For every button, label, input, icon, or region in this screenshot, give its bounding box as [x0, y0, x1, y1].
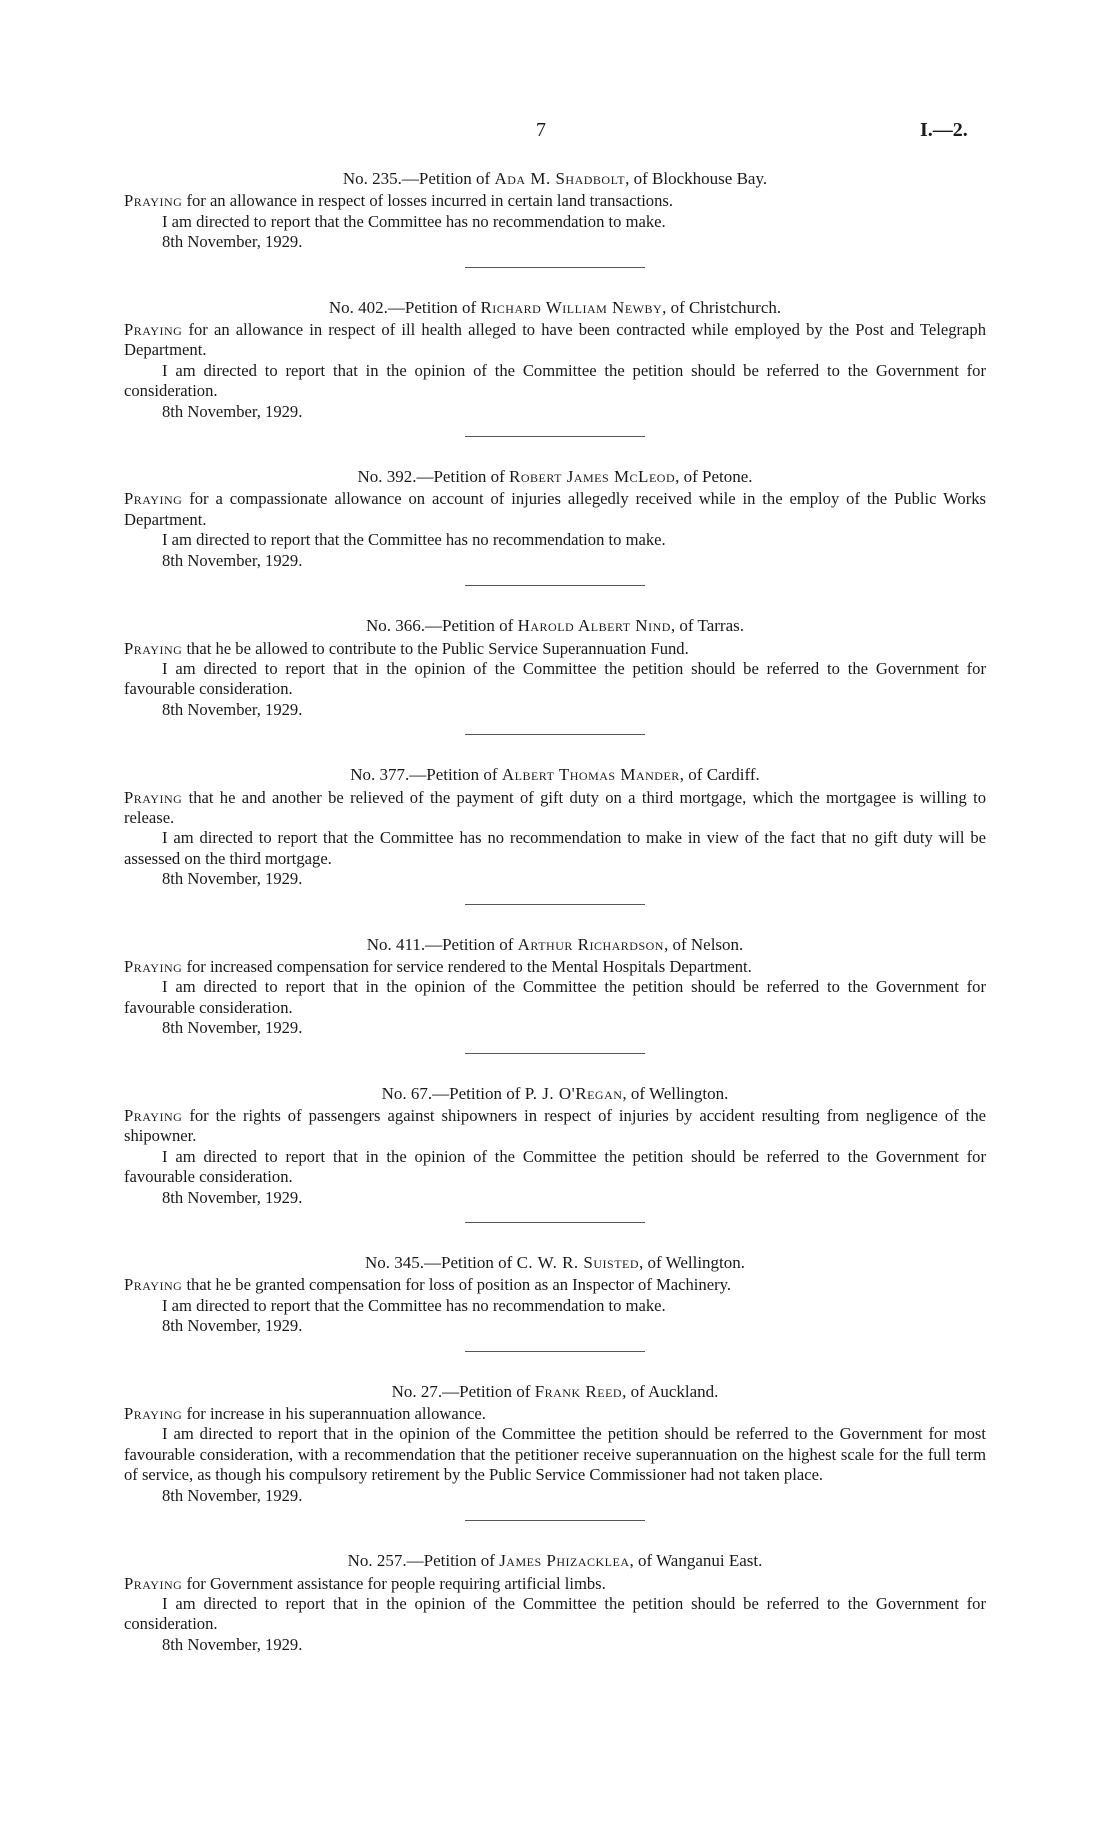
petition-prayer	[124, 320, 986, 361]
report-date: 8th November, 1929.	[162, 1316, 303, 1336]
section-divider	[465, 436, 645, 437]
petition-heading	[124, 765, 986, 785]
petition-heading	[124, 616, 986, 636]
petition-number: No. 377.—Petition of	[350, 765, 502, 785]
petitioner-name: P. J. O'Regan	[524, 1083, 623, 1103]
petition-prayer	[124, 788, 986, 829]
petition-number: No. 402.—Petition of	[328, 297, 481, 317]
petition-prayer	[124, 639, 986, 659]
committee-report: I am directed to report that the Committee has no recommendation to make in view of the fact that no gift duty will be assessed on the third mortgage.	[124, 828, 986, 868]
petition-number: No. 257.—Petition of	[347, 1551, 500, 1571]
committee-report: I am directed to report that the Committee has no recommendation to make.	[162, 1295, 666, 1315]
petition-entry	[124, 1253, 986, 1352]
petition-number: No. 366.—Petition of	[365, 616, 518, 636]
committee-report: I am directed to report that in the opinion of the Committee the petition should be referred to the Government for favourable consideration.	[124, 658, 986, 699]
petitioner-name: James Phizacklea	[499, 1551, 630, 1571]
petition-entry	[124, 467, 986, 586]
petition-number: No. 67.—Petition of	[381, 1083, 525, 1103]
prayer-text: that he and another be relieved of the payment of gift duty on a third mortgage, which the mortgagee is willing to release.	[124, 787, 986, 827]
petition-heading	[124, 1382, 986, 1402]
section-divider	[465, 1520, 645, 1521]
prayer-text: for an allowance in respect of ill health alleged to have been contracted while employed by the Post and Telegraph Department.	[124, 320, 986, 360]
petitioner-place: , of Wellington.	[639, 1253, 746, 1273]
petition-heading	[124, 169, 986, 189]
petition-heading	[124, 1253, 986, 1273]
section-divider	[465, 585, 645, 586]
praying-label: Praying	[124, 638, 183, 658]
petitioner-name: Frank Reed	[534, 1381, 623, 1401]
petitioner-place: , of Christchurch.	[662, 297, 782, 317]
prayer-text: for increased compensation for service rendered to the Mental Hospitals Department.	[182, 956, 752, 976]
report-date: 8th November, 1929.	[162, 550, 303, 570]
petition-number: No. 235.—Petition of	[342, 169, 495, 188]
praying-label: Praying	[124, 1275, 183, 1295]
section-divider	[465, 904, 645, 905]
committee-report: I am directed to report that in the opinion of the Committee the petition should be referred to the Government for consideration.	[124, 1593, 986, 1634]
petition-entry	[124, 616, 986, 735]
petitioner-name: Ada M. Shadbolt	[494, 169, 626, 188]
page-number: 7	[536, 119, 546, 141]
petition-heading	[124, 467, 986, 487]
prayer-text: for an allowance in respect of losses incurred in certain land transactions.	[182, 191, 674, 211]
petitioner-place: , of Cardiff.	[679, 765, 760, 785]
petitioner-place: , of Nelson.	[663, 934, 744, 954]
prayer-text: for increase in his superannuation allowance.	[182, 1404, 486, 1424]
petitioner-name: Richard William Newby	[480, 297, 663, 317]
prayer-text: that he be allowed to contribute to the Public Service Superannuation Fund.	[182, 638, 689, 658]
praying-label: Praying	[124, 956, 183, 976]
petitioner-name: Arthur Richardson	[517, 934, 664, 954]
petition-entry	[124, 1551, 986, 1655]
petition-prayer	[124, 191, 986, 211]
committee-report: I am directed to report that in the opinion of the Committee the petition should be referred to the Government for consideration.	[124, 360, 986, 401]
petition-entry	[124, 169, 986, 268]
petition-number: No. 392.—Petition of	[357, 467, 510, 487]
report-date: 8th November, 1929.	[162, 869, 303, 889]
petition-heading	[124, 1551, 986, 1571]
petition-entry	[124, 935, 986, 1054]
section-divider	[465, 1053, 645, 1054]
petition-heading	[124, 1084, 986, 1104]
report-date: 8th November, 1929.	[162, 401, 303, 421]
petitioner-place: , of Blockhouse Bay.	[625, 169, 768, 188]
praying-label: Praying	[124, 1404, 183, 1424]
committee-report: I am directed to report that in the opinion of the Committee the petition should be referred to the Government for favourable consideration.	[124, 977, 986, 1017]
report-date: 8th November, 1929.	[162, 1485, 303, 1505]
report-date: 8th November, 1929.	[162, 1187, 303, 1207]
petitions-body	[124, 169, 986, 1655]
petitioner-name: Albert Thomas Mander	[501, 765, 680, 785]
committee-report: I am directed to report that the Committee has no recommendation to make.	[162, 211, 666, 231]
petitioner-name: Harold Albert Nind	[517, 616, 671, 636]
petitioner-place: , of Tarras.	[670, 616, 745, 636]
petition-prayer	[124, 1404, 986, 1424]
petitioner-place: , of Wanganui East.	[629, 1551, 763, 1571]
prayer-text: for the rights of passengers against shipowners in respect of injuries by accident resulting from negligence of the shipowner.	[124, 1106, 986, 1146]
document-reference: I.—2.	[920, 119, 968, 141]
report-date: 8th November, 1929.	[162, 1018, 303, 1038]
petition-heading	[124, 935, 986, 955]
petition-prayer	[124, 1574, 986, 1594]
petition-number: No. 345.—Petition of	[364, 1253, 517, 1273]
prayer-text: that he be granted compensation for loss of position as an Inspector of Machinery.	[182, 1275, 731, 1295]
petitioner-place: , of Petone.	[675, 467, 753, 487]
petition-entry	[124, 1084, 986, 1223]
section-divider	[465, 1351, 645, 1352]
committee-report: I am directed to report that in the opinion of the Committee the petition should be referred to the Government for favourable consideration.	[124, 1146, 986, 1187]
report-date: 8th November, 1929.	[162, 699, 303, 719]
petitioner-name: Robert James McLeod	[509, 467, 676, 487]
petition-entry	[124, 1382, 986, 1521]
petition-entry	[124, 298, 986, 437]
praying-label: Praying	[124, 1106, 183, 1125]
petitioner-place: , of Wellington.	[622, 1083, 729, 1103]
petition-prayer	[124, 1106, 986, 1147]
report-date: 8th November, 1929.	[162, 232, 303, 252]
section-divider	[465, 267, 645, 268]
section-divider	[465, 1222, 645, 1223]
committee-report: I am directed to report that in the opinion of the Committee the petition should be referred to the Government for most favourable consideration, with a recommendation that the petitioner receive superannuation on the highest scale for the full term of service, as though his compulsory retirement by the Public Service Commissioner had not taken place.	[124, 1424, 986, 1485]
petition-number: No. 411.—Petition of	[366, 934, 518, 954]
prayer-text: for a compassionate allowance on account of injuries allegedly received while in the employ of the Public Works Department.	[124, 489, 986, 529]
praying-label: Praying	[124, 191, 183, 211]
praying-label: Praying	[124, 489, 183, 509]
petition-number: No. 27.—Petition of	[391, 1381, 535, 1401]
section-divider	[465, 734, 645, 735]
petition-prayer	[124, 957, 986, 977]
petitioner-name: C. W. R. Suisted	[516, 1253, 640, 1273]
prayer-text: for Government assistance for people requiring artificial limbs.	[182, 1573, 606, 1593]
petition-prayer	[124, 1275, 986, 1295]
praying-label: Praying	[124, 320, 183, 340]
petitioner-place: , of Auckland.	[622, 1381, 719, 1401]
praying-label: Praying	[124, 1573, 183, 1593]
report-date: 8th November, 1929.	[162, 1634, 303, 1654]
committee-report: I am directed to report that the Committee has no recommendation to make.	[162, 530, 666, 550]
petition-entry	[124, 765, 986, 904]
praying-label: Praying	[124, 787, 183, 807]
petition-heading	[124, 298, 986, 318]
petition-prayer	[124, 489, 986, 530]
